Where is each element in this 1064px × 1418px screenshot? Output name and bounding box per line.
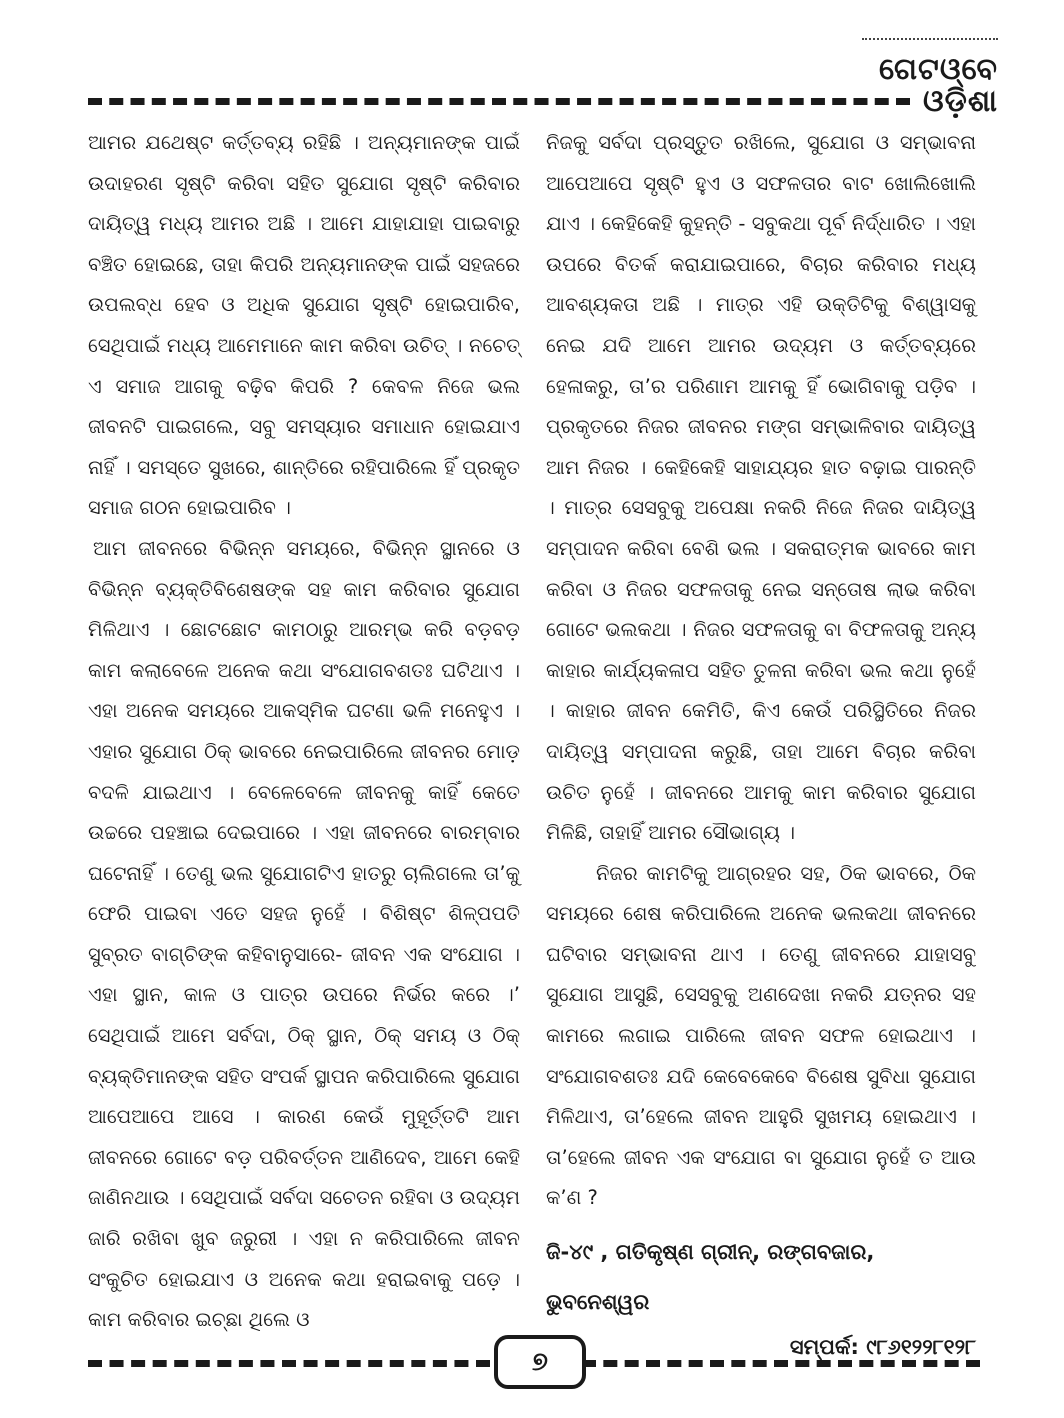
top-dashed-rule bbox=[88, 98, 910, 105]
author-address: ଜି-୪୯ , ଗତିକୃଷ୍ଣ ଗ୍ରୀନ୍, ରଙ୍ଗବଜାର, ଭୁବନେଶ୍ୱର bbox=[546, 1240, 875, 1315]
left-paragraph-1: ଆମର ଯଥେଷ୍ଟ କର୍ତ୍ତବ୍ୟ ରହିଛି । ଅନ୍ୟମାନଙ୍କ ପାଇଁ ଉଦାହରଣ ସୃଷ୍ଟି କରିବା ସହିତ ସୁଯୋଗ ସୃଷ୍ଟି କରିବାର ଦାୟିତ୍ୱ ମଧ୍ୟ ଆମର ଅଛି । ଆମେ ଯାହାଯାହା ପାଇବାରୁ ବଞ୍ଚିତ ହୋଇଛେ, ତାହା କିପରି ଅନ୍ୟମାନଙ୍କ ପାଇଁ ସହଜରେ ଉପଲବ୍ଧ ହେବ ଓ ଅଧିକ ସୁଯୋଗ ସୃଷ୍ଟି ହୋଇପାରିବ, ସେଥିପାଇଁ ମଧ୍ୟ ଆମେମାନେ କାମ କରିବା ଉଚିତ୍ । ନଚେତ୍ ଏ ସମାଜ ଆଗକୁ ବଢ଼ିବ କିପରି ? କେବଳ ନିଜେ ଭଲ ଜୀବନଟି ପାଇଗଲେ, ସବୁ ସମସ୍ୟାର ସମାଧାନ ହୋଇଯାଏ ନାହିଁ । ସମସ୍ତେ ସୁଖରେ, ଶାନ୍ତିରେ ରହିପାରିଲେ ହିଁ ପ୍ରକୃତ ସମାଜ ଗଠନ ହୋଇପାରିବ । bbox=[88, 131, 520, 520]
right-paragraph-2: ନିଜର କାମଟିକୁ ଆଗ୍ରହର ସହ, ଠିକ ଭାବରେ, ଠିକ ସମୟରେ ଶେଷ କରିପାରିଲେ ଅନେକ ଭଲକଥା ଜୀବନରେ ଘଟିବାର ସମ୍ଭାବନା ଥାଏ । ତେଣୁ ଜୀବନରେ ଯାହାସବୁ ସୁଯୋଗ ଆସୁଛି, ସେସବୁକୁ ଅଣଦେଖା ନକରି ଯତ୍ନର ସହ କାମରେ ଲଗାଇ ପାରିଲେ ଜୀବନ ସଫଳ ହୋଇଥାଏ । ସଂଯୋଗବଶତଃ ଯଦି କେବେକେବେ ବିଶେଷ ସୁବିଧା ସୁଯୋଗ ମିଳିଥାଏ, ତା’ହେଲେ ଜୀବନ ଆହୁରି ସୁଖମୟ ହୋଇଥାଏ । ତା’ହେଲେ ଜୀବନ ଏକ ସଂଯୋଗ ବା ସୁଯୋଗ ନୁହେଁ ତ ଆଉ କ’ଣ ? bbox=[546, 861, 976, 1210]
logo-line-1: ଗେଟଓ୍ବେ bbox=[878, 52, 998, 87]
left-column bbox=[88, 123, 520, 1341]
left-paragraph-2: ଆମ ଜୀବନରେ ବିଭିନ୍ନ ସମୟରେ, ବିଭିନ୍ନ ସ୍ଥାନରେ ଓ ବିଭିନ୍ନ ବ୍ୟକ୍ତିବିଶେଷଙ୍କ ସହ କାମ କରିବାର ସୁଯୋଗ ମିଳିଥାଏ । ଛୋଟଛୋଟ କାମଠାରୁ ଆରମ୍ଭ କରି ବଡ଼ବଡ଼ କାମ କଲାବେଳେ ଅନେକ କଥା ସଂଯୋଗବଶତଃ ଘଟିଥାଏ । ଏହା ଅନେକ ସମୟରେ ଆକସ୍ମିକ ଘଟଣା ଭଳି ମନେହୁଏ । ଏହାର ସୁଯୋଗ ଠିକ୍ ଭାବରେ ନେଇପାରିଲେ ଜୀବନର ମୋଡ଼ ବଦଳି ଯାଇଥାଏ । ବେଳେବେଳେ ଜୀବନକୁ କାହିଁ କେତେ ଉଚ୍ଚରେ ପହଞ୍ଚାଇ ଦେଇପାରେ । ଏହା ଜୀବନରେ ବାରମ୍ବାର ଘଟେନାହିଁ । ତେଣୁ ଭଲ ସୁଯୋଗଟିଏ ହାତରୁ ଚାଲିଗଲେ ତା’କୁ ଫେରି ପାଇବା ଏତେ ସହଜ ନୁହେଁ । ବିଶିଷ୍ଟ ଶିଳ୍ପପତି ସୁବ୍ରତ ବାଗ୍‌ଚିଙ୍କ କହିବାନୁସାରେ- ଜୀବନ ଏକ ସଂଯୋଗ । ଏହା ସ୍ଥାନ, କାଳ ଓ ପାତ୍ର ଉପରେ ନିର୍ଭର କରେ ।’ ସେଥିପାଇଁ ଆମେ ସର୍ବଦା, ଠିକ୍ ସ୍ଥାନ, ଠିକ୍ ସମୟ ଓ ଠିକ୍ ବ୍ୟକ୍ତିମାନଙ୍କ ସହିତ ସଂପର୍କ ସ୍ଥାପନ କରିପାରିଲେ ସୁଯୋଗ ଆପେଆପେ ଆସେ । କାରଣ କେଉଁ ମୁହୂର୍ତ୍ତଟି ଆମ ଜୀବନରେ ଗୋଟେ ବଡ଼ ପରିବର୍ତ୍ତନ ଆଣିଦେବ, ଆମେ କେହି ଜାଣିନଥାଉ । ସେଥିପାଇଁ ସର୍ବଦା ସଚେତନ ରହିବା ଓ ଉଦ୍ୟମ ଜାରି ରଖିବା ଖୁବ ଜରୁରୀ । ଏହା ନ କରିପାରିଲେ ଜୀବନ ସଂକୁଚିତ ହୋଇଯାଏ ଓ ଅନେକ କଥା ହରାଇବାକୁ ପଡ଼େ । କାମ କରିବାର ଇଚ୍ଛା ଥିଲେ ଓ bbox=[88, 536, 520, 1332]
logo-dotted-line bbox=[862, 38, 998, 44]
bottom-dashed-rule-left bbox=[88, 1360, 490, 1367]
page-number: ୭ bbox=[494, 1335, 586, 1389]
right-column bbox=[546, 123, 976, 1367]
author-contact: ସମ୍ପର୍କ: ୯୮୬୧୨୨୮୧୨୮ bbox=[789, 1335, 976, 1360]
logo-line-2: ଓଡ଼ିଶା bbox=[922, 84, 998, 119]
bottom-dashed-rule-right bbox=[582, 1360, 980, 1367]
right-paragraph-1: ନିଜକୁ ସର୍ବଦା ପ୍ରସ୍ତୁତ ରଖିଲେ, ସୁଯୋଗ ଓ ସମ୍ଭାବନା ଆପେଆପେ ସୃଷ୍ଟି ହୁଏ ଓ ସଫଳତାର ବାଟ ଖୋଲିଖୋଲି ଯାଏ । କେହିକେହି କୁହନ୍ତି - ସବୁକଥା ପୂର୍ବ ନିର୍ଦ୍ଧାରିତ । ଏହା ଉପରେ ବିତର୍କ କରାଯାଇପାରେ, ବିଚାର କରିବାର ମଧ୍ୟ ଆବଶ୍ୟକତା ଅଛି । ମାତ୍ର ଏହି ଉକ୍ତିଟିକୁ ବିଶ୍ୱାସକୁ ନେଇ ଯଦି ଆମେ ଆମର ଉଦ୍ୟମ ଓ କର୍ତ୍ତବ୍ୟରେ ହେଳାକରୁ, ତା’ର ପରିଣାମ ଆମକୁ ହିଁ ଭୋଗିବାକୁ ପଡ଼ିବ । ପ୍ରକୃତରେ ନିଜର ଜୀବନର ମଙ୍ଗ ସମ୍ଭାଳିବାର ଦାୟିତ୍ୱ ଆମ ନିଜର । କେହିକେହି ସାହାଯ୍ୟର ହାତ ବଢ଼ାଇ ପାରନ୍ତି । ମାତ୍ର ସେସବୁକୁ ଅପେକ୍ଷା ନକରି ନିଜେ ନିଜର ଦାୟିତ୍ୱ ସମ୍ପାଦନ କରିବା ବେଶି ଭଲ । ସକରାତ୍ମକ ଭାବରେ କାମ କରିବା ଓ ନିଜର ସଫଳତାକୁ ନେଇ ସନ୍ତୋଷ ଲାଭ କରିବା ଗୋଟେ ଭଲକଥା । ନିଜର ସଫଳତାକୁ ବା ବିଫଳତାକୁ ଅନ୍ୟ କାହାର କାର୍ଯ୍ୟକଳାପ ସହିତ ତୁଳନା କରିବା ଭଲ କଥା ନୁହେଁ । କାହାର ଜୀବନ କେମିତି, କିଏ କେଉଁ ପରିସ୍ଥିତିରେ ନିଜର ଦାୟିତ୍ୱ ସମ୍ପାଦନା କରୁଛି, ତାହା ଆମେ ବିଚାର କରିବା ଉଚିତ ନୁହେଁ । ଜୀବନରେ ଆମକୁ କାମ କରିବାର ସୁଯୋଗ ମିଳିଛି, ତାହାହିଁ ଆମର ସୌଭାଗ୍ୟ । bbox=[546, 131, 976, 845]
